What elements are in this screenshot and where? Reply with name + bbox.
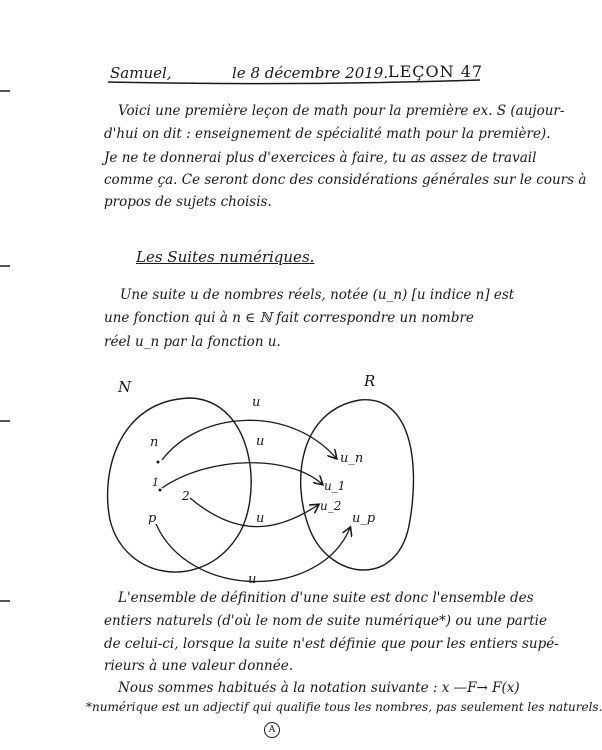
intro-line: propos de sujets choisis.: [104, 194, 272, 210]
footnote: *numérique est un adjectif qui qualifie tous les nombres, pas seulement les naturels.: [86, 700, 602, 714]
definition-line: Une suite u de nombres réels, notée (u_n) [u indice n] est: [120, 287, 515, 303]
arrow-2: [190, 498, 318, 527]
element-p: p: [148, 511, 157, 526]
definition-line: une fonction qui à n ∈ ℕ fait correspondre un nombre: [104, 310, 474, 326]
arrow-1: [162, 463, 322, 488]
set-n-label: N: [118, 378, 132, 396]
arrow-label: u: [256, 511, 265, 526]
set-n-ellipse: [108, 398, 252, 572]
arrow-label: u: [256, 434, 265, 449]
intro-line: d'hui on dit : enseignement de spécialité math pour la première).: [104, 126, 551, 142]
intro-line: Voici une première leçon de math pour la première ex. S (aujour-: [118, 103, 565, 119]
conclusion-line: L'ensemble de définition d'une suite est donc l'ensemble des: [118, 590, 534, 606]
conclusion-line: entiers naturels (d'où le nom de suite numérique*) ou une partie: [104, 613, 547, 629]
page-number: A: [264, 722, 280, 738]
set-r-ellipse: [301, 400, 414, 570]
intro-line: Je ne te donnerai plus d'exercices à faire, tu as assez de travail: [104, 150, 537, 166]
arrow-n: [162, 420, 336, 460]
definition-line: réel u_n par la fonction u.: [104, 334, 281, 350]
conclusion-line: rieurs à une valeur donnée.: [104, 658, 293, 674]
intro-line: comme ça. Ce seront donc des considérations générales sur le cours à: [104, 172, 587, 188]
section-title: Les Suites numériques.: [136, 248, 315, 266]
header-date: le 8 décembre 2019.: [232, 64, 389, 82]
set-r-label: R: [364, 372, 376, 390]
arrow-label: u: [252, 395, 261, 410]
element-2: 2: [182, 489, 190, 503]
arrow-label: u: [248, 572, 257, 587]
header-lesson: LEÇON 47: [388, 62, 484, 81]
element-1: 1: [152, 476, 159, 489]
conclusion-line: Nous sommes habitués à la notation suivante : x —F→ F(x): [118, 680, 520, 696]
element-u1: u_1: [324, 479, 346, 493]
header-name: Samuel,: [110, 64, 172, 82]
element-u2: u_2: [320, 499, 342, 513]
element-n: n: [150, 435, 159, 450]
conclusion-line: de celui-ci, lorsque la suite n'est définie que pour les entiers supé-: [104, 636, 559, 652]
element-up: u_p: [352, 511, 376, 526]
element-un: u_n: [340, 451, 364, 466]
